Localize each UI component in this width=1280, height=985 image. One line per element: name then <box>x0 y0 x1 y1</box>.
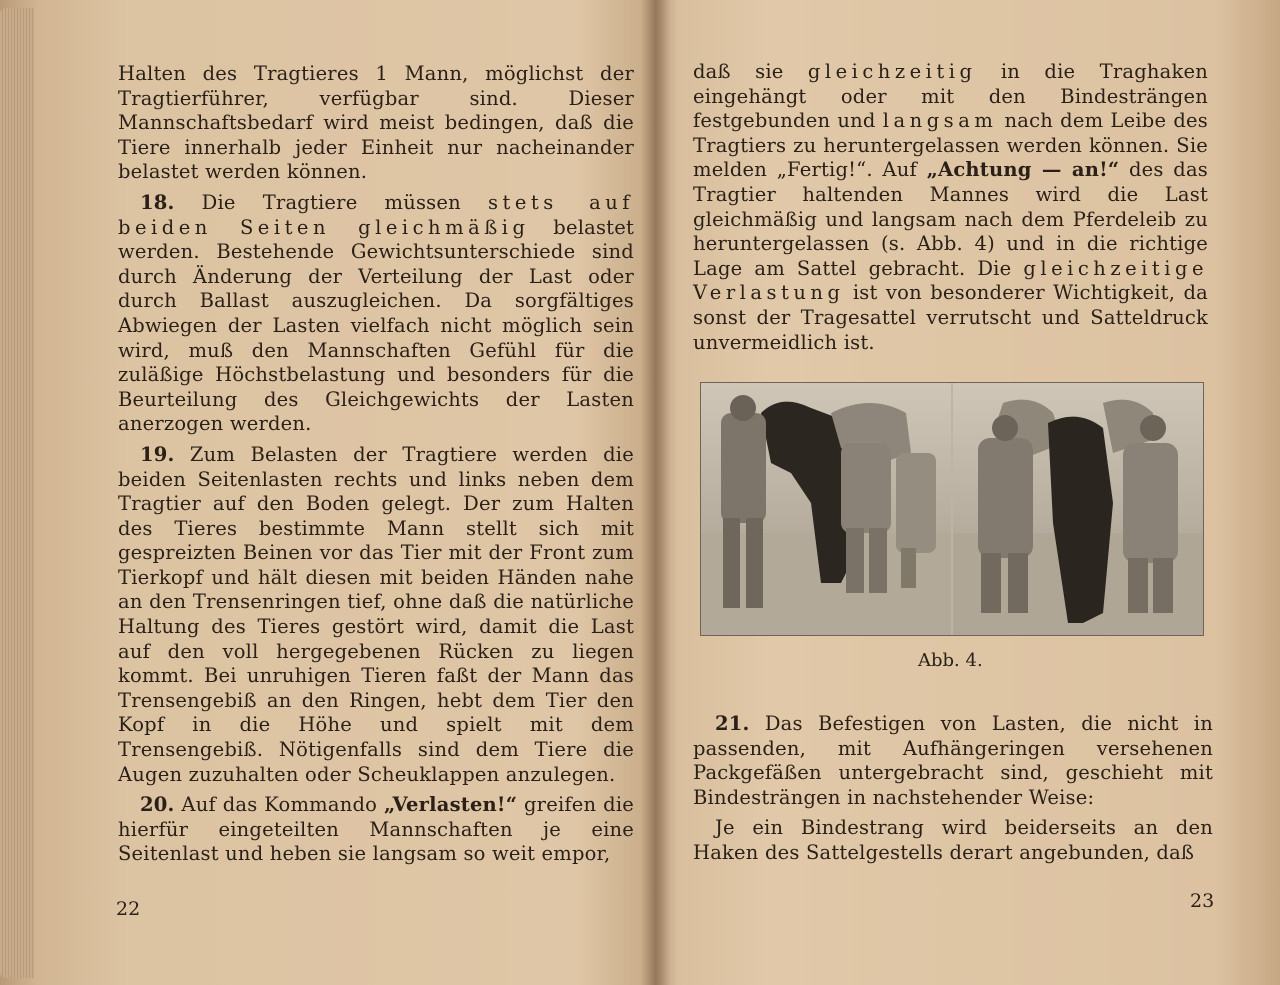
paragraph-20-text-b: greifen die hierfür eingeteilten Mannschaften je eine Seitenlast und heben sie langsam so weit empor, <box>118 793 635 866</box>
paragraph-18-text-b: belastet werden. Bestehende Gewichtsunterschiede sind durch Änderung der Verteilung der Last oder durch Ballast auszugleichen. Da sorgfältiges Abwiegen der Lasten vielfach nicht möglich sein wird, muß den Mannschaften Gefühl für die zuläßige Höchstbelastung und besonders für die Beurteilung des Gleichgewichts der Lasten anerzogen werden. <box>118 215 634 436</box>
paragraph-19-text: Zum Belasten der Tragtiere werden die beiden Seitenlasten rechts und links neben dem Tragtier auf den Boden gelegt. Der zum Halten des Tieres bestimmte Mann stellt sich mit gespreizten Beinen vor das Tier mit der Front zum Tierkopf und hält diesen mit beiden Händen nahe an den Trensenringen tief, ohne daß die natürliche Haltung des Tieres gestört wird, damit die Last auf den voll hergegebenen Rücken zu liegen kommt. Bei unruhigen Tieren faßt der Mann das Trensengebiß an den Ringen, hebt dem Tier den Kopf in die Höhe und spielt mit dem Trensengebiß. Nötigenfalls sind dem Tiere die Augen zuzuhalten oder Scheuklappen anzulegen. <box>118 442 634 786</box>
paragraph-21 <box>693 712 1213 810</box>
cont-text-a: daß sie <box>693 60 784 83</box>
cont-emphasis-1: gleichzeitig <box>807 60 977 83</box>
intro-paragraph: Halten des Tragtieres 1 Mann, möglichst der Tragtierführer, verfügbar sind. Dieser Mannschaftsbedarf wird meist bedingen, daß die Tiere innerhalb jeder Einheit nur nacheinander belastet werden können. <box>118 62 634 184</box>
cont-emphasis-2: langsam <box>882 109 998 133</box>
cont-text-e: ist von besonderer Wichtigkeit, da sonst der Tragesattel verrutscht und Satteldruck unvermeidlich ist. <box>693 281 1209 354</box>
cont-text-d: des das Tragtier haltenden Mannes wird die Last gleichmäßig und langsam nach dem Pferdeleib zu heruntergelassen (s. Abb. 4) und in die richtige Lage am Sattel gebracht. Die <box>693 158 1208 280</box>
paragraph-20-number: 20. <box>140 793 175 817</box>
paragraph-21-text: Das Befestigen von Lasten, die nicht in passenden, mit Aufhängeringen versehenen Packgefäßen untergebracht sind, geschieht mit Bindesträngen in nachstehender Weise: <box>693 712 1213 809</box>
left-page-text <box>118 62 634 867</box>
page-number-right: 23 <box>1190 890 1215 912</box>
page-number-left: 22 <box>116 898 141 920</box>
paragraph-18-emphasis: stets auf beiden Seiten gleichmäßig <box>118 190 634 239</box>
right-page-bottom-text <box>693 706 1213 866</box>
paragraph-19-number: 19. <box>140 442 175 466</box>
continuation-paragraph <box>693 60 1208 355</box>
cont-emphasis-3: gleichzeitige Verlastung <box>693 256 1208 305</box>
cont-text-c: nach dem Leibe des Tragtiers zu heruntergelassen werden können. Sie melden „Fertig!“. Auf <box>693 109 1208 182</box>
paragraph-19 <box>118 443 634 787</box>
figure-caption: Abb. 4. <box>918 650 983 671</box>
paragraph-20 <box>118 793 634 867</box>
paragraph-20-text-a: Auf das Kommando <box>181 793 378 817</box>
photo-left-soldiers-loading <box>701 383 951 635</box>
paragraph-21-number: 21. <box>715 712 750 735</box>
paragraph-18-text-a: Die Tragtiere müssen <box>201 190 461 214</box>
paragraph-20-command: „Verlasten!“ <box>383 793 518 817</box>
photo-right-soldiers-loading <box>953 383 1203 635</box>
cont-command: „Achtung — an!“ <box>926 158 1120 182</box>
paragraph-18-number: 18. <box>140 190 175 214</box>
page-edges <box>0 8 34 978</box>
left-page <box>36 0 646 985</box>
paragraph-21-continuation: Je ein Bindestrang wird beiderseits an den Haken des Sattelgestells derart angebunden, daß <box>693 816 1213 864</box>
paragraph-18 <box>118 191 634 437</box>
figure-photo <box>700 382 1204 636</box>
right-page-top-text <box>693 60 1208 355</box>
right-page <box>668 0 1272 985</box>
cont-text-b: in die Traghaken eingehängt oder mit den Bindesträngen festgebunden und <box>693 60 1208 133</box>
